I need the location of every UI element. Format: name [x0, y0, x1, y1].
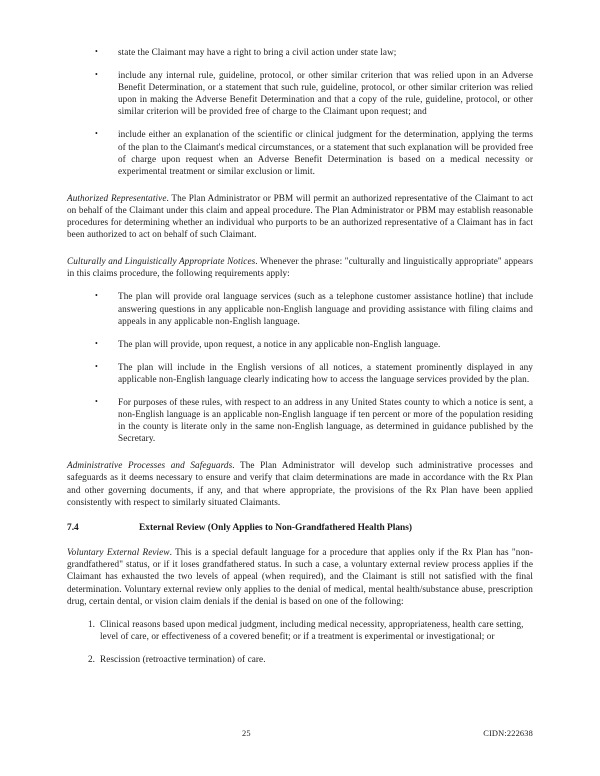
list-marker: 2.: [88, 653, 96, 664]
document-code: CIDN:222638: [483, 729, 533, 738]
paragraph-lead-term: Culturally and Linguistically Appropriate Notices: [67, 256, 256, 267]
paragraph-text: . This is a special default language for a procedure that applies only if the Rx Plan has "non-grandfathered" status, or if it loses grandfathered status. In such a case, a voluntary external review process applies if the Claimant has exhausted the two levels of appeal (when required), and the Claimant is still not satisfied with the final determination. Voluntary external review only applies to the denial of medical, mental health/substance abuse, prescription drug, certain dental, or vision claim denials if the denial is based on one of the following:: [67, 547, 533, 606]
paragraph-voluntary-external-review: [67, 546, 533, 606]
bullet-icon: •: [95, 47, 98, 56]
list-item: [67, 69, 533, 117]
list-item-text: The plan will provide, upon request, a notice in any applicable non-English language.: [118, 338, 441, 349]
paragraph-text: . The Plan Administrator will develop such administrative processes and safeguards as it deems necessary to ensure and verify that claim determinations are made in accordance with the Rx Plan and other governing documents, if any, and that where appropriate, the provisions of the Rx Plan have been applied consistently with respect to similarly situated Claimants.: [67, 460, 533, 507]
list-item: [67, 128, 533, 176]
bullet-icon: •: [95, 338, 98, 348]
list-item-text: For purposes of these rules, with respect to an address in any United States county to which a notice is sent, a non-English language is an applicable non-English language if ten percent or more of the population residing in the county is literate only in the same non-English language, as determined in guidance published by the Secretary.: [118, 396, 533, 444]
list-item: [67, 653, 533, 665]
list-item: [67, 290, 533, 326]
bullet-icon: •: [95, 396, 98, 406]
section-number: 7.4: [67, 522, 79, 533]
paragraph-text: . Whenever the phrase: "culturally and linguistically appropriate" appears in this claims procedure, the following requirements apply:: [67, 256, 533, 279]
list-item: [67, 46, 533, 58]
paragraph-authorized-representative: [67, 192, 533, 240]
section-title: External Review (Only Applies to Non-Grandfathered Health Plans): [139, 522, 412, 533]
list-item-text: state the Claimant may have a right to bring a civil action under state law;: [118, 47, 397, 57]
list-item-text: Clinical reasons based upon medical judgment, including medical necessity, appropriateness, health care setting, level of care, or effectiveness of a covered benefit; or if a treatment is experimental or investigational; or: [100, 618, 524, 641]
list-item-text: The plan will provide oral language services (such as a telephone customer assistance hotline) that include answering questions in any applicable non-English language and providing assistance with filing claims and appeals in any applicable non-English language.: [118, 291, 533, 326]
bullet-list-culturally: [67, 290, 533, 444]
list-item-text: The plan will include in the English versions of all notices, a statement prominently displayed in any applicable non-English language clearly indicating how to access the language services provided by the plan.: [118, 361, 533, 384]
paragraph-text: . The Plan Administrator or PBM will permit an authorized representative of the Claimant to act on behalf of the Claimant under this claim and appeal procedure. The Plan Administrator or PBM may establish reasonable procedures for determining whether an individual who purports to be an authorized representative of a Claimant has in fact been authorized to act on behalf of such Claimant.: [67, 192, 533, 240]
list-item-text: include any internal rule, guideline, protocol, or other similar criterion that was relied upon in an Adverse Benefit Determination, or a statement that such rule, guideline, protocol, or other similar criterion was relied upon in making the Adverse Benefit Determination and that a copy of the rule, guideline, protocol, or other similar criterion will be provided free of charge to the Claimant upon request; and: [118, 70, 533, 117]
page-content: [67, 46, 533, 676]
bullet-icon: •: [95, 291, 98, 301]
paragraph-culturally-notices: [67, 255, 533, 279]
bullet-icon: •: [95, 70, 98, 80]
paragraph-lead-term: Authorized Representative: [67, 192, 167, 203]
list-item-text: include either an explanation of the scientific or clinical judgment for the determination, applying the terms of the plan to the Claimant's medical circumstances, or a statement that such explanation will be provided free of charge upon request when an Adverse Benefit Determination is based on a medical necessity or experimental treatment or similar exclusion or limit.: [118, 129, 533, 176]
bullet-list-top: [67, 46, 533, 177]
list-item: [67, 618, 533, 642]
list-item: [67, 338, 533, 350]
paragraph-administrative-processes: [67, 459, 533, 507]
bullet-icon: •: [95, 129, 98, 139]
list-item: [67, 396, 533, 444]
numbered-list-denial-reasons: [67, 618, 533, 665]
list-marker: 1.: [88, 618, 96, 629]
bullet-icon: •: [95, 361, 98, 371]
page-number: 25: [242, 729, 251, 738]
paragraph-lead-term: Administrative Processes and Safeguards: [67, 460, 233, 471]
paragraph-lead-term: Voluntary External Review: [67, 547, 170, 558]
list-item-text: Rescission (retroactive termination) of care.: [100, 653, 266, 664]
section-heading: [67, 522, 533, 535]
list-item: [67, 361, 533, 385]
